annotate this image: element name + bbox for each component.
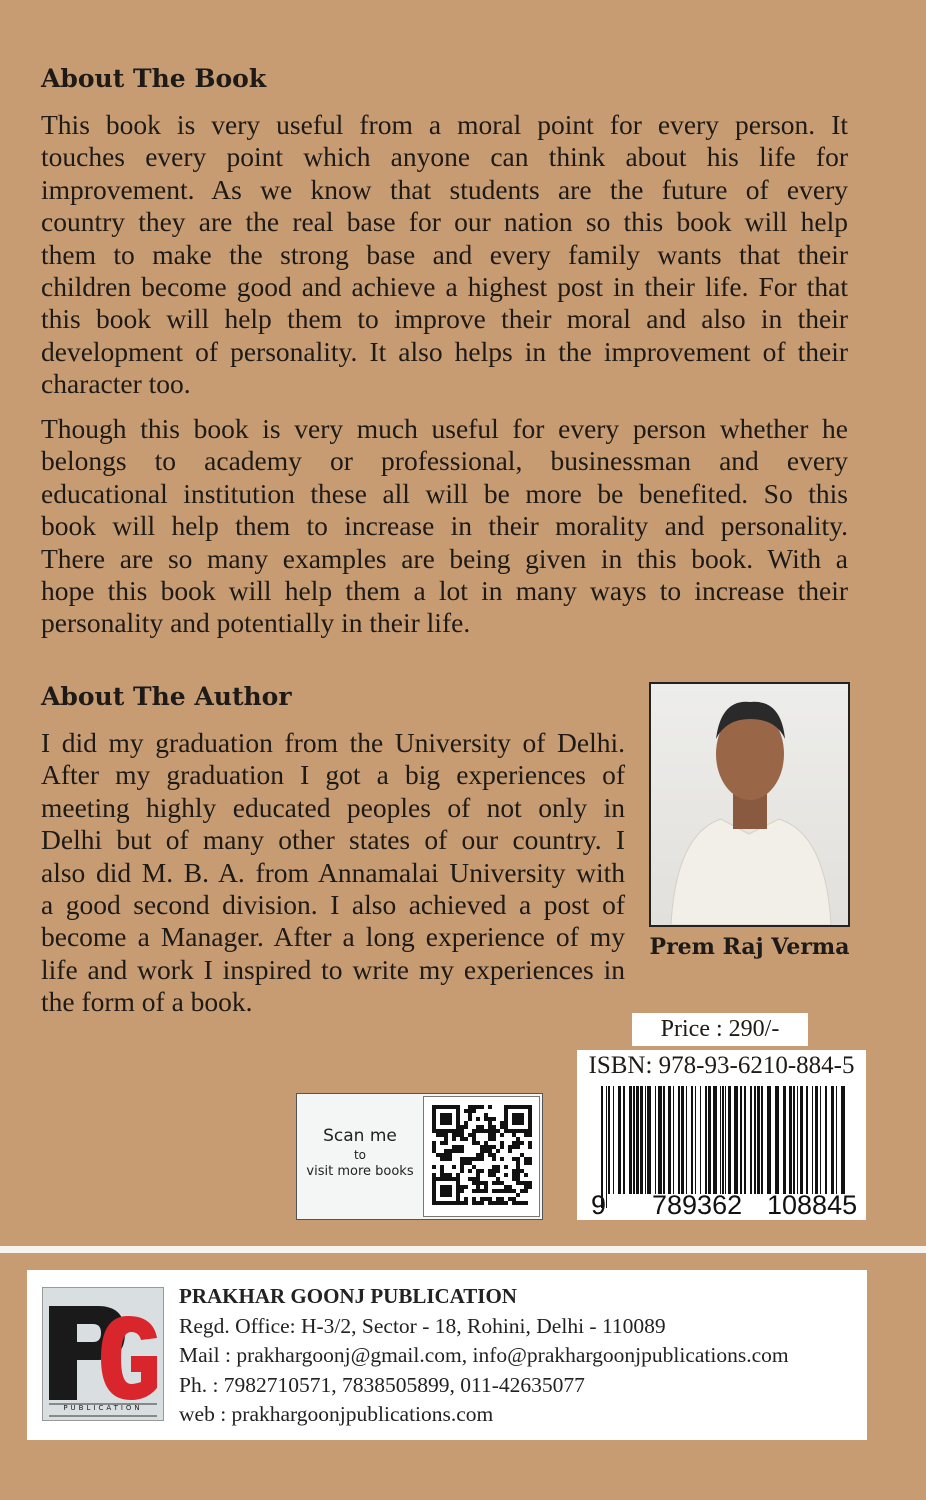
text-line: also did M. B. A. from Annamalai University with	[41, 856, 625, 888]
barcode-bar	[647, 1086, 651, 1194]
text-line: this book will help them to improve their moral and also in their	[41, 303, 848, 335]
barcode-bar	[658, 1086, 662, 1194]
barcode-bar	[655, 1086, 656, 1194]
price-label: Price : 290/-	[632, 1013, 808, 1046]
barcode-bar	[761, 1086, 763, 1194]
barcode-bar	[705, 1086, 707, 1194]
barcode-bar	[754, 1086, 756, 1194]
qr-code-box[interactable]	[296, 1093, 543, 1220]
barcode-bars	[577, 1050, 866, 1220]
barcode-bar	[678, 1086, 680, 1194]
text-line: country they are the real base for our nation so this book will help	[41, 206, 848, 238]
about-book-paragraph-1	[41, 109, 848, 401]
barcode-bar	[629, 1086, 632, 1194]
publisher-box	[27, 1270, 867, 1440]
text-line: This book is very useful from a moral point for every person. It	[41, 109, 848, 140]
barcode-bar	[700, 1086, 701, 1194]
publisher-web: web : prakhargoonjpublications.com	[179, 1402, 494, 1426]
barcode-bar	[783, 1086, 786, 1194]
text-line: meeting highly educated peoples of not only in	[41, 791, 625, 823]
barcode-bar	[708, 1086, 711, 1194]
barcode-bar	[820, 1086, 821, 1194]
text-line: hope this book will help them a lot in many ways to increase their	[41, 575, 848, 607]
barcode-digits: 789362	[652, 1190, 743, 1220]
divider	[0, 1246, 926, 1253]
barcode-bar	[797, 1086, 798, 1194]
text-line: touches every point which anyone can think about his life for	[41, 141, 848, 173]
publisher-office: Regd. Office: H-3/2, Sector - 18, Rohini, Delhi - 110089	[179, 1313, 666, 1338]
about-author-paragraph	[41, 727, 625, 1019]
barcode-bar	[623, 1086, 625, 1194]
barcode-bar	[775, 1086, 779, 1194]
barcode-bar	[618, 1086, 621, 1194]
text-line: improvement. As we know that students are the future of every	[41, 173, 848, 205]
text-line: personality and potentially in their life.	[41, 607, 471, 639]
barcode-bar	[734, 1086, 738, 1194]
barcode-bar	[691, 1086, 693, 1194]
text-line: character too.	[41, 368, 191, 400]
barcode-bar	[686, 1086, 687, 1194]
author-name: Prem Raj Verma	[649, 934, 850, 960]
barcode-bar	[645, 1086, 646, 1194]
publisher-logo	[42, 1287, 164, 1421]
text-line: After my graduation I got a big experiences of	[41, 759, 625, 791]
barcode-bar	[800, 1086, 803, 1194]
barcode-bar	[836, 1086, 837, 1194]
barcode-bar	[606, 1086, 607, 1208]
barcode-bar	[744, 1086, 746, 1194]
barcode-bar	[740, 1086, 742, 1194]
barcode-bar	[608, 1086, 610, 1194]
barcode-bar	[825, 1086, 827, 1194]
about-book-heading: About The Book	[41, 64, 267, 93]
text-line: the form of a book.	[41, 986, 253, 1018]
barcode-bar	[713, 1086, 717, 1194]
barcode-digits: 108845	[767, 1190, 858, 1220]
barcode-bar	[695, 1086, 696, 1194]
qr-scan-label: Scan me	[323, 1126, 397, 1146]
barcode-bar	[633, 1086, 635, 1194]
text-line: them to make the strong base and every family wants that their	[41, 238, 848, 270]
barcode-bar	[668, 1086, 671, 1194]
publisher-mail: Mail : prakhargoonj@gmail.com, info@prakhargoonjpublications.com	[179, 1343, 789, 1367]
barcode-bar	[757, 1086, 760, 1194]
qr-to-label: to	[353, 1148, 367, 1162]
isbn-barcode	[577, 1050, 866, 1220]
qr-code-icon[interactable]	[423, 1096, 540, 1217]
text-line: children become good and achieve a highest post in their life. For that	[41, 271, 848, 303]
barcode-bar	[673, 1086, 674, 1194]
publisher-name: PRAKHAR GOONJ PUBLICATION	[179, 1284, 517, 1308]
text-line: life and work I inspired to write my experiences in	[41, 953, 625, 985]
isbn-label: ISBN: 978-93-6210-884-5	[588, 1052, 855, 1079]
logo-sub-text: PUBLICATION	[63, 1404, 143, 1412]
barcode-bar	[750, 1086, 752, 1194]
barcode-bar	[636, 1086, 639, 1194]
author-photo	[649, 682, 850, 927]
text-line: book will help them to increase in their morality and personality.	[41, 510, 848, 542]
barcode-bar	[640, 1086, 643, 1194]
about-author-heading: About The Author	[41, 682, 292, 711]
text-line: I did my graduation from the University of Delhi.	[41, 727, 625, 758]
text-line: a good second division. I also achieved a post of	[41, 889, 625, 921]
barcode-bar	[681, 1086, 684, 1194]
barcode-bar	[663, 1086, 665, 1194]
barcode-bar	[767, 1086, 771, 1194]
text-line: Delhi but of many other states of our country. I	[41, 824, 625, 856]
about-book-paragraph-2	[41, 413, 848, 640]
qr-visit-label: visit more books	[306, 1164, 414, 1179]
publisher-phone: Ph. : 7982710571, 7838505899, 011-42635077	[179, 1372, 585, 1397]
barcode-bar	[815, 1086, 818, 1194]
text-line: belongs to academy or professional, businessman and every	[41, 445, 848, 477]
barcode-bar	[613, 1086, 614, 1194]
barcode-digits: 9	[591, 1190, 607, 1220]
text-line: development of personality. It also helps in the improvement of their	[41, 335, 848, 367]
barcode-bar	[806, 1086, 808, 1194]
barcode-bar	[789, 1086, 792, 1194]
barcode-bar	[812, 1086, 813, 1194]
barcode-bar	[831, 1086, 834, 1194]
barcode-bar	[793, 1086, 795, 1194]
text-line: There are so many examples are being given in this book. With a	[41, 542, 848, 574]
text-line: become a Manager. After a long experience of my	[41, 921, 625, 953]
barcode-bar	[728, 1086, 731, 1194]
text-line: educational institution these all will be more be benefited. So this	[41, 477, 848, 509]
text-line: Though this book is very much useful for every person whether he	[41, 413, 848, 444]
